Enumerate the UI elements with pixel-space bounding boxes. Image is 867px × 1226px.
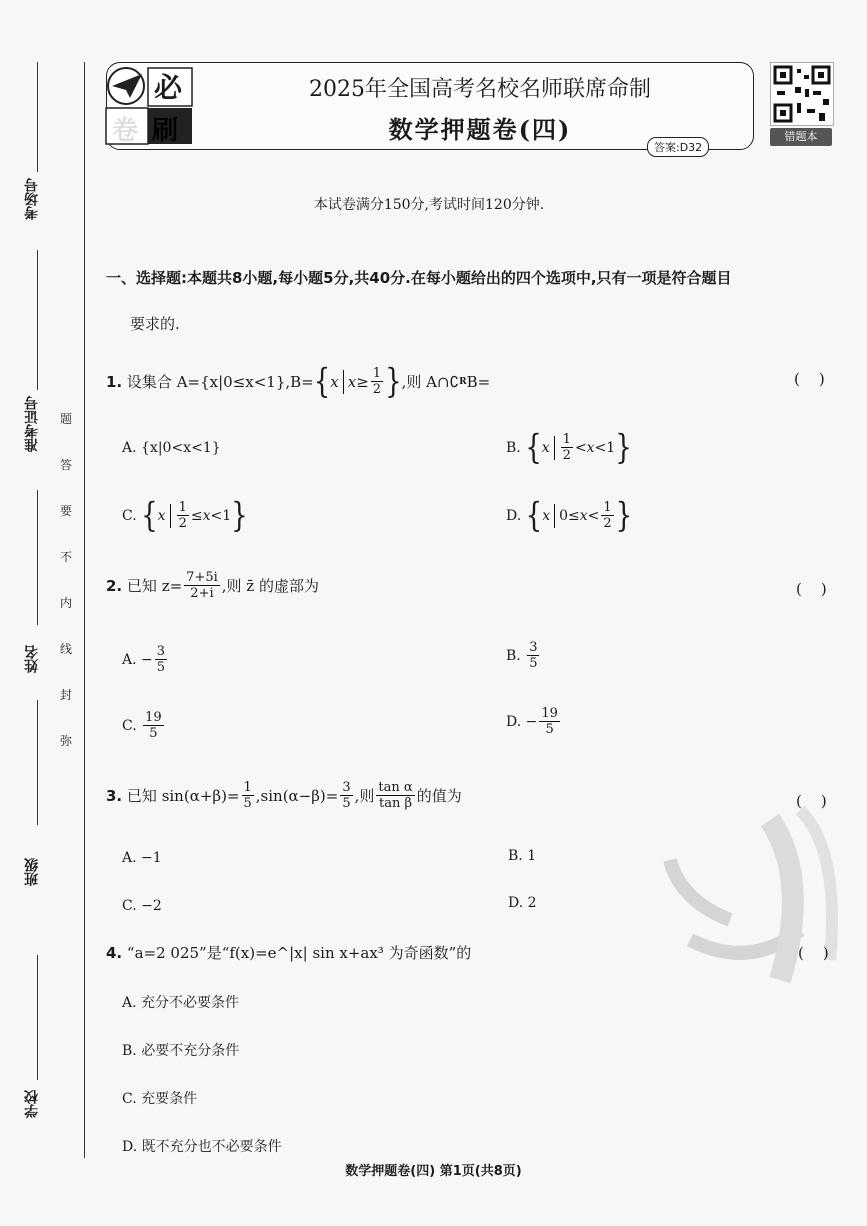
exam-room-label: 考场号 [24, 178, 40, 220]
q3-option-b[interactable]: B. 1 [508, 848, 537, 864]
q3-option-a[interactable]: A. −1 [122, 850, 162, 866]
frac-den: tan β [379, 796, 413, 811]
frac-num: 3 [342, 780, 351, 795]
frac-den: 5 [342, 796, 351, 811]
q3-option-c[interactable]: C. −2 [122, 898, 162, 914]
question-3-stem [106, 780, 462, 811]
q3-stem-b: ,sin(α−β)= [255, 786, 339, 805]
q1-option-d[interactable]: D. { x 0≤ x < $\frac{1}{2}$ } [506, 496, 633, 535]
seal-char: 不 [60, 550, 73, 564]
seal-char: 答 [60, 458, 73, 472]
q2-option-d[interactable] [506, 706, 562, 737]
q4-stem: “a=2 025”是“f(x)=e^|x| sin x+ax³ 为奇函数”的 [126, 944, 472, 962]
frac-num: 3 [156, 644, 166, 659]
answer-code-tag: 答案:D32 [647, 137, 709, 157]
name-line [37, 490, 38, 625]
frac-num: 3 [529, 640, 538, 655]
section-line1: 一、选择题:本题共8小题,每小题5分,共40分.在每小题给出的四个选项中,只有一项是符合题目 [106, 269, 732, 287]
frac-num: 19 [541, 706, 558, 721]
option-label: D. [506, 507, 522, 524]
q1-stem-a: 设集合 A={x|0≤x<1},B= [126, 373, 314, 391]
section-heading [106, 265, 846, 333]
school-line [37, 955, 38, 1080]
frac-den: 5 [243, 796, 252, 811]
frac-num: tan α [378, 780, 413, 795]
q4-option-d[interactable]: D. 既不充分也不必要条件 [122, 1139, 282, 1155]
exam-series-title: 2025年全国高考名校名师联席命制 [309, 77, 651, 102]
option-label: C. [122, 717, 137, 734]
exam-info: 本试卷满分150分,考试时间120分钟. [313, 197, 545, 213]
q1-option-b[interactable]: B. { x $\frac{1}{2}$ < x <1 } [506, 428, 632, 467]
q1-sub: R [459, 376, 467, 387]
q1-stem-c: B= [466, 372, 491, 391]
section-line2: 要求的. [130, 315, 180, 333]
seal-char: 弥 [60, 734, 73, 748]
q2-option-a[interactable] [122, 644, 169, 675]
answer-paren[interactable]: ( ) [798, 944, 829, 962]
q4-option-c[interactable]: C. 充要条件 [122, 1091, 198, 1107]
logo-top-text: 必 [154, 71, 183, 104]
class-label: 班级 [24, 858, 40, 886]
exam-title: 数学押题卷(四) [388, 115, 572, 144]
brand-watermark [650, 800, 860, 1000]
school-label: 学校 [24, 1090, 40, 1118]
q2-option-c[interactable] [122, 710, 166, 741]
answer-paren[interactable]: ( ) [794, 370, 825, 388]
seal-char: 内 [60, 596, 73, 610]
admission-label: 准考证号 [24, 396, 40, 452]
question-number: 1. [106, 372, 123, 391]
q1-option-c[interactable]: C. { x $\frac{1}{2}$ ≤ x <1 } [122, 496, 248, 535]
option-label: D. − [506, 713, 538, 730]
q2-stem-b: ,则 z̄ 的虚部为 [221, 577, 319, 595]
brand-logo [104, 64, 196, 148]
mistake-book-label: 错题本 [770, 128, 832, 146]
class-line [37, 700, 38, 825]
frac-den: 5 [529, 656, 538, 671]
option-label: A. − [122, 651, 153, 668]
seal-char: 要 [60, 504, 73, 518]
binding-line [84, 62, 85, 1158]
q4-option-b[interactable]: B. 必要不充分条件 [122, 1043, 240, 1059]
admission-line [37, 250, 38, 390]
frac-den: 5 [545, 722, 554, 737]
answer-paren[interactable]: ( ) [796, 580, 827, 598]
question-number: 2. [106, 576, 123, 595]
q2-frac-den: 2+i [190, 586, 214, 601]
q3-stem-a: 已知 sin(α+β)= [126, 787, 240, 805]
exam-room-line [37, 62, 38, 172]
name-label: 姓名 [24, 645, 40, 673]
option-label: B. [506, 647, 521, 664]
option-label: B. [506, 439, 521, 456]
frac-num: 1 [243, 780, 252, 795]
seal-char: 线 [60, 642, 73, 656]
q1-option-a[interactable]: A. {x|0<x<1} [122, 440, 221, 456]
question-1-stem: 1. 设集合 A={x|0≤x<1},B= { x x ≥ $\frac{1}{2}$ } ,则 A∩∁ R B= [106, 362, 491, 401]
frac-den: 5 [149, 726, 158, 741]
q2-frac-num: 7+5i [186, 570, 218, 585]
question-4-stem [106, 942, 471, 963]
q4-option-a[interactable]: A. 充分不必要条件 [122, 995, 240, 1011]
question-number: 4. [106, 943, 123, 962]
question-2-stem [106, 570, 319, 601]
page-footer: 数学押题卷(四) 第1页(共8页) [345, 1164, 522, 1179]
q1-stem-b: ,则 A∩∁ [401, 373, 460, 391]
q3-stem-c: ,则 [354, 787, 375, 805]
frac-den: 5 [156, 660, 166, 675]
q2-option-b[interactable] [506, 640, 541, 671]
frac-num: 19 [145, 710, 162, 725]
option-label: C. [122, 507, 137, 524]
q2-stem-a: 已知 z= [126, 577, 183, 595]
answer-paren[interactable]: ( ) [796, 792, 827, 810]
logo-bottom-text: 卷刷 [112, 116, 193, 146]
q3-stem-d: 的值为 [416, 787, 462, 805]
seal-char: 题 [60, 412, 73, 426]
seal-char: 封 [60, 688, 73, 702]
question-number: 3. [106, 786, 123, 805]
qr-code-icon[interactable] [770, 62, 834, 126]
q3-option-d[interactable]: D. 2 [508, 895, 537, 911]
